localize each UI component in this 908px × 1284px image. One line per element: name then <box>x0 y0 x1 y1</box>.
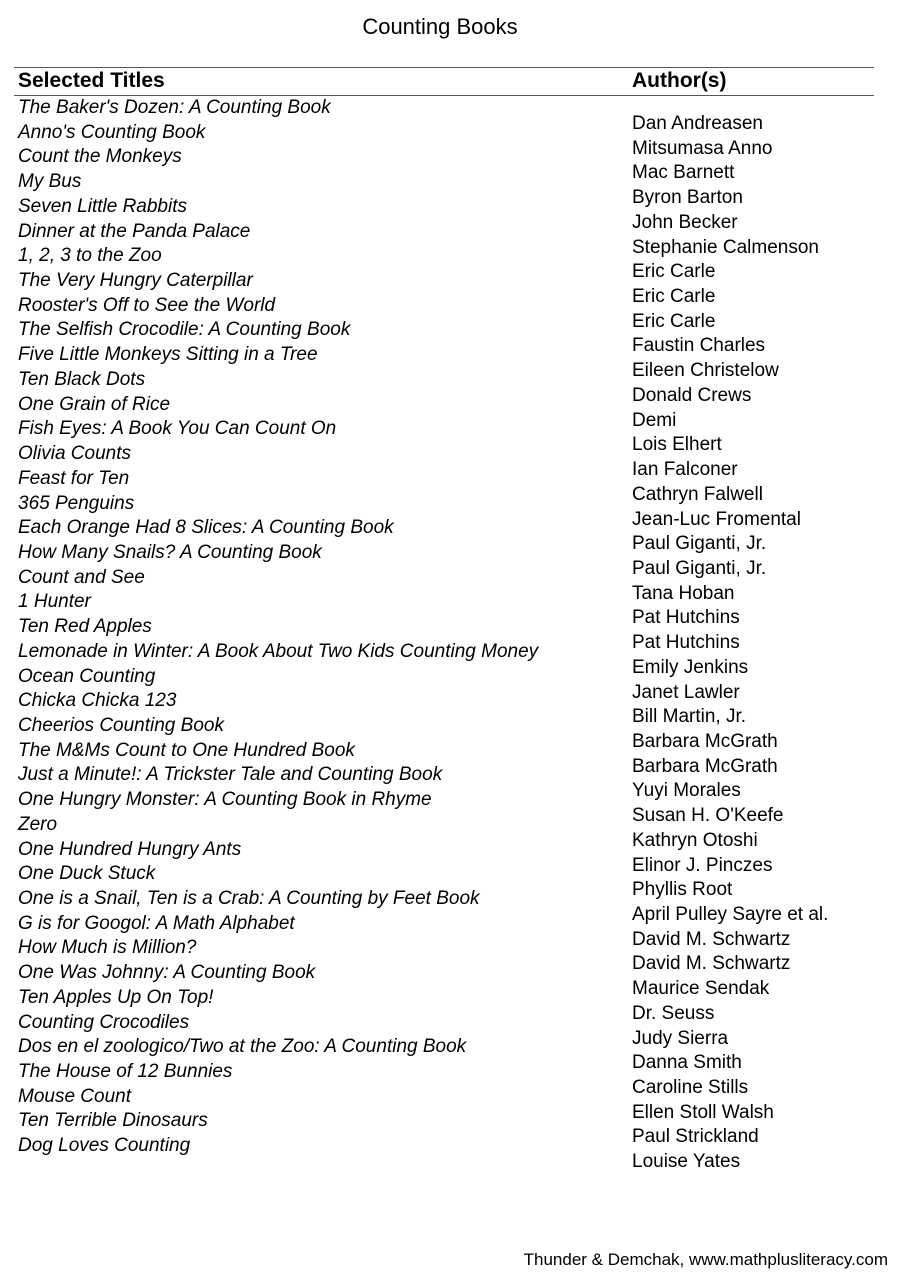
book-author: Mitsumasa Anno <box>632 137 773 159</box>
book-author: Danna Smith <box>632 1052 742 1074</box>
book-title: Just a Minute!: A Trickster Tale and Counting Book <box>18 764 443 786</box>
book-author: Mac Barnett <box>632 162 735 184</box>
book-author: Bill Martin, Jr. <box>632 706 747 728</box>
footer-credit: Thunder & Demchak, www.mathplusliteracy.com <box>523 1250 888 1269</box>
book-title: Zero <box>18 813 58 835</box>
book-title: G is for Googol: A Math Alphabet <box>18 912 295 934</box>
book-title: Each Orange Had 8 Slices: A Counting Book <box>18 517 394 539</box>
book-author: Tana Hoban <box>632 582 735 604</box>
book-author: Demi <box>632 409 677 431</box>
book-author: Paul Strickland <box>632 1126 759 1148</box>
book-title: The Baker's Dozen: A Counting Book <box>18 97 331 118</box>
book-title: Counting Crocodiles <box>18 1011 190 1033</box>
book-author: Caroline Stills <box>632 1077 749 1099</box>
book-title: The Selfish Crocodile: A Counting Book <box>18 319 351 341</box>
book-author: Pat Hutchins <box>632 632 740 654</box>
book-title: Fish Eyes: A Book You Can Count On <box>18 418 337 440</box>
book-author: Barbara McGrath <box>632 755 778 777</box>
book-title: Anno's Counting Book <box>18 121 206 143</box>
book-author: Dan Andreasen <box>632 113 763 134</box>
book-author: Eric Carle <box>632 261 716 283</box>
book-title: Dos en el zoologico/Two at the Zoo: A Counting Book <box>18 1036 467 1058</box>
book-author: Eric Carle <box>632 310 716 332</box>
book-author: Ellen Stoll Walsh <box>632 1101 774 1123</box>
book-author: Jean-Luc Fromental <box>632 508 801 530</box>
book-author: Barbara McGrath <box>632 730 778 752</box>
book-title: Ten Red Apples <box>18 616 152 638</box>
book-title: Olivia Counts <box>18 443 131 465</box>
book-author: Stephanie Calmenson <box>632 236 819 258</box>
book-author: Kathryn Otoshi <box>632 829 758 851</box>
book-author: Paul Giganti, Jr. <box>632 533 767 555</box>
book-title: Five Little Monkeys Sitting in a Tree <box>18 344 318 366</box>
authors-column-header: Author(s) <box>632 69 727 92</box>
book-title: Rooster's Off to See the World <box>18 294 276 316</box>
book-author: Ian Falconer <box>632 459 738 481</box>
book-author: Donald Crews <box>632 384 752 406</box>
book-author: Dr. Seuss <box>632 1002 715 1024</box>
authors-list <box>632 112 902 1175</box>
book-title: Ocean Counting <box>18 665 156 687</box>
book-author: Emily Jenkins <box>632 656 749 678</box>
book-title: How Much is Million? <box>18 937 197 959</box>
book-author: Judy Sierra <box>632 1027 729 1049</box>
book-title: One Duck Stuck <box>18 863 156 885</box>
book-author: Eric Carle <box>632 286 716 308</box>
book-title: Cheerios Counting Book <box>18 714 224 736</box>
book-title: Dog Loves Counting <box>18 1135 191 1157</box>
book-title: Mouse Count <box>18 1085 132 1107</box>
book-title: How Many Snails? A Counting Book <box>18 541 322 563</box>
book-title: Lemonade in Winter: A Book About Two Kids Counting Money <box>18 640 539 662</box>
book-title: My Bus <box>18 171 82 193</box>
book-author: David M. Schwartz <box>632 953 791 975</box>
book-title: One Hundred Hungry Ants <box>18 838 242 860</box>
book-author: David M. Schwartz <box>632 928 791 950</box>
book-title: 1, 2, 3 to the Zoo <box>18 245 162 267</box>
book-author: Maurice Sendak <box>632 978 770 1000</box>
book-author: Eileen Christelow <box>632 360 779 382</box>
book-title: One is a Snail, Ten is a Crab: A Counting by Feet Book <box>18 888 480 909</box>
book-author: Elinor J. Pinczes <box>632 854 773 876</box>
book-title: One Hungry Monster: A Counting Book in Rhyme <box>18 789 432 811</box>
book-title: Seven Little Rabbits <box>18 195 187 217</box>
book-author: Faustin Charles <box>632 335 766 357</box>
book-title: One Was Johnny: A Counting Book <box>18 962 316 984</box>
book-author: Louise Yates <box>632 1151 741 1173</box>
book-author: Susan H. O'Keefe <box>632 805 784 827</box>
book-author: Cathryn Falwell <box>632 483 763 505</box>
titles-list <box>18 96 618 1159</box>
book-title: Feast for Ten <box>18 467 130 489</box>
book-author: Phyllis Root <box>632 879 733 901</box>
book-title: 365 Penguins <box>18 492 135 514</box>
book-title: Chicka Chicka 123 <box>18 690 177 712</box>
book-title: Count and See <box>18 566 145 588</box>
book-title: 1 Hunter <box>18 591 91 613</box>
book-title: Ten Black Dots <box>18 368 146 390</box>
book-author: Byron Barton <box>632 187 743 209</box>
book-title: Ten Apples Up On Top! <box>18 986 214 1008</box>
book-title: Dinner at the Panda Palace <box>18 220 251 242</box>
titles-column-header: Selected Titles <box>18 69 165 92</box>
book-author: Janet Lawler <box>632 681 740 703</box>
book-title: The Very Hungry Caterpillar <box>18 270 253 292</box>
book-author: Lois Elhert <box>632 434 722 456</box>
book-title: The M&Ms Count to One Hundred Book <box>18 739 355 761</box>
book-title: The House of 12 Bunnies <box>18 1061 233 1083</box>
book-title: Ten Terrible Dinosaurs <box>18 1110 208 1132</box>
book-author: April Pulley Sayre et al. <box>632 904 829 925</box>
book-author: Paul Giganti, Jr. <box>632 557 767 579</box>
header-top-rule <box>14 67 874 68</box>
book-author: Yuyi Morales <box>632 780 741 802</box>
book-title: Count the Monkeys <box>18 146 182 168</box>
book-author: John Becker <box>632 211 738 233</box>
page-title: Counting Books <box>362 14 518 39</box>
book-title: One Grain of Rice <box>18 393 171 415</box>
book-author: Pat Hutchins <box>632 607 740 629</box>
